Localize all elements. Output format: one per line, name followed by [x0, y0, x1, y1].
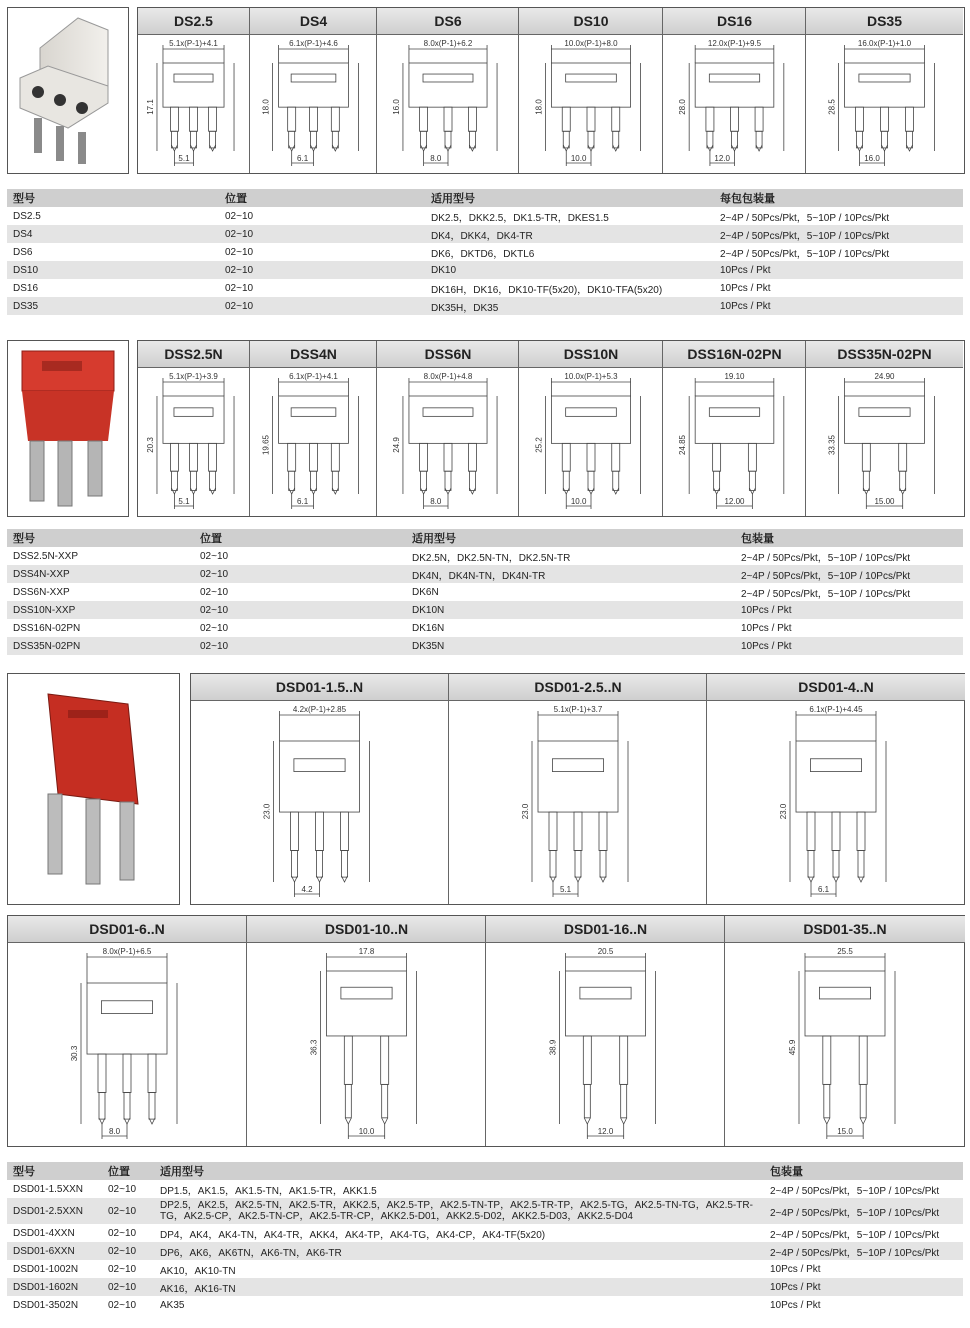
dimension-label: 36.3 [309, 1039, 319, 1056]
dimension-label: 5.1x(P-1)+3.9 [169, 372, 218, 381]
table-row [7, 1180, 963, 1198]
table-cell: 02~10 [200, 586, 229, 598]
table-cell: 02~10 [225, 282, 254, 294]
dimension-label: 10.0 [570, 154, 587, 163]
dimension-label: 5.1 [559, 885, 572, 894]
table-cell: 02~10 [200, 550, 229, 562]
col-header-model: 型号 [7, 529, 194, 547]
dimension-label: 16.0 [864, 154, 880, 163]
table-cell: DK2.5，DKK2.5，DK1.5-TR，DKES1.5 [431, 212, 609, 224]
dimension-label: 5.1 [178, 497, 190, 506]
table-row [7, 1278, 963, 1296]
dimension-label: 17.1 [145, 99, 155, 115]
part-drawing [519, 35, 663, 173]
part-drawing [806, 368, 963, 516]
red-tall-jumper-image [8, 674, 179, 904]
col-header-applicable: 适用型号 [154, 1162, 764, 1180]
col-header-packaging: 每包包装量 [714, 189, 963, 207]
dimension-label: 8.0 [108, 1127, 121, 1136]
table-row [7, 601, 963, 619]
red-jumper-image [8, 341, 128, 516]
table-cell: 10Pcs / Pkt [764, 1278, 963, 1296]
drawing-title: DSD01-4..N [707, 674, 965, 701]
table-cell: 02~10 [194, 601, 406, 619]
table-cell: DK16H，DK16，DK10-TF(5x20)，DK10-TFA(5x20) [431, 284, 663, 296]
drawing-title: DSS6N [377, 341, 519, 368]
dsd-product-photo [7, 673, 180, 905]
table-cell: 02~10 [200, 622, 229, 634]
dimension-label: 28.5 [827, 99, 837, 115]
table-row [7, 637, 963, 655]
dimension-label: 6.1x(P-1)+4.45 [809, 705, 863, 714]
table-cell: DSD01-6XXN [7, 1242, 102, 1260]
table-cell: 02~10 [108, 1299, 137, 1311]
part-drawing [707, 701, 965, 904]
part-drawing [138, 368, 249, 516]
table-cell: DSS35N-02PN [7, 637, 194, 655]
table-row [7, 225, 963, 243]
col-header-position: 位置 [102, 1162, 154, 1180]
drawing-title: DSS4N [250, 341, 377, 368]
dimension-label: 24.85 [678, 434, 688, 456]
drawing-column [448, 674, 707, 904]
drawing-column [138, 341, 249, 516]
drawing-title: DS16 [663, 8, 806, 35]
table-cell: 2~4P / 50Pcs/Pkt，5~10P / 10Pcs/Pkt [770, 1185, 940, 1197]
table-row [7, 1260, 963, 1278]
col-header-position: 位置 [219, 189, 425, 207]
part-drawing [377, 368, 519, 516]
table-cell: DSS6N-XXP [13, 586, 70, 598]
table-row [7, 1224, 963, 1242]
dimension-label: 10.0x(P-1)+5.3 [564, 372, 618, 381]
dss-product-photo [7, 340, 129, 517]
table-cell: 10Pcs / Pkt [735, 601, 963, 619]
table-cell: 02~10 [102, 1242, 154, 1260]
drawing-title: DS35 [806, 8, 963, 35]
table-cell: DSS10N-XXP [7, 601, 194, 619]
table-row [7, 1296, 963, 1314]
table-cell: 02~10 [219, 297, 425, 315]
dimension-label: 4.2x(P-1)+2.85 [292, 705, 347, 714]
dimension-label: 12.0 [714, 154, 730, 163]
dimension-label: 5.1 [178, 154, 190, 163]
part-drawing [191, 701, 448, 904]
table-row [7, 243, 963, 261]
drawing-title: DSD01-10..N [247, 916, 486, 943]
drawing-column [249, 8, 377, 173]
table-cell: DS16 [13, 282, 39, 294]
table-cell: AK35 [160, 1299, 185, 1311]
dimension-label: 8.0x(P-1)+6.5 [102, 947, 152, 956]
dimension-label: 4.2 [301, 885, 313, 894]
drawing-column [724, 916, 965, 1146]
dimension-label: 25.5 [837, 947, 853, 956]
dimension-label: 5.1x(P-1)+4.1 [169, 39, 218, 48]
dimension-label: 8.0x(P-1)+6.2 [423, 39, 473, 48]
part-drawing [250, 35, 377, 173]
table-cell: 02~10 [225, 246, 254, 258]
table-cell: 02~10 [194, 637, 406, 655]
table-cell: AK10，AK10-TN [160, 1265, 236, 1277]
dimension-label: 8.0 [430, 497, 442, 506]
table-cell: 10Pcs / Pkt [770, 1263, 821, 1275]
table-cell: 2~4P / 50Pcs/Pkt，5~10P / 10Pcs/Pkt [764, 1242, 963, 1260]
dimension-label: 20.5 [597, 947, 614, 956]
drawing-title: DSD01-1.5..N [191, 674, 448, 701]
table-cell: DK4N，DK4N-TN，DK4N-TR [406, 565, 735, 583]
dimension-label: 18.0 [261, 99, 271, 115]
dimension-label: 19.10 [724, 372, 745, 381]
dimension-label: 45.9 [788, 1039, 797, 1056]
table-cell: 10Pcs / Pkt [770, 1299, 821, 1311]
table-cell: DK6N [412, 586, 439, 598]
table-cell: 2~4P / 50Pcs/Pkt，5~10P / 10Pcs/Pkt [720, 248, 890, 260]
drawing-column [485, 916, 725, 1146]
dsd-spec-table [7, 1162, 963, 1314]
dimension-label: 10.0x(P-1)+8.0 [564, 39, 618, 48]
table-cell: DS6 [13, 246, 33, 258]
drawing-column [138, 8, 249, 173]
drawing-title: DS10 [519, 8, 663, 35]
drawing-column [706, 674, 965, 904]
drawing-column [518, 341, 663, 516]
table-cell: DK10N [406, 601, 735, 619]
dimension-label: 12.0 [597, 1127, 614, 1136]
drawing-title: DSD01-2.5..N [449, 674, 707, 701]
dimension-label: 6.1 [297, 154, 309, 163]
dimension-label: 6.1x(P-1)+4.6 [289, 39, 338, 48]
dimension-label: 15.00 [874, 497, 895, 506]
table-cell: DS10 [7, 261, 219, 279]
dimension-label: 23.0 [262, 803, 272, 820]
dimension-label: 16.0x(P-1)+1.0 [857, 39, 912, 48]
table-cell: 2~4P / 50Pcs/Pkt，5~10P / 10Pcs/Pkt [720, 212, 890, 224]
table-cell: AK16，AK16-TN [154, 1278, 764, 1296]
dss-spec-table [7, 529, 963, 655]
table-row [7, 1242, 963, 1260]
table-cell: 10Pcs / Pkt [714, 261, 963, 279]
dimension-label: 23.0 [779, 803, 788, 820]
ds-spec-table [7, 189, 963, 315]
table-cell: 2~4P / 50Pcs/Pkt，5~10P / 10Pcs/Pkt [735, 565, 963, 583]
col-header-packaging: 包装量 [764, 1162, 963, 1180]
dimension-label: 30.3 [70, 1045, 79, 1062]
col-header-applicable: 适用型号 [406, 529, 735, 547]
dimension-label: 17.8 [358, 947, 375, 956]
part-drawing [377, 35, 519, 173]
table-cell: DSD01-1602N [7, 1278, 102, 1296]
table-cell: DK2.5N，DK2.5N-TN，DK2.5N-TR [412, 552, 571, 564]
table-row [7, 565, 963, 583]
drawing-column [662, 8, 806, 173]
drawing-title: DS4 [250, 8, 377, 35]
dimension-label: 6.1x(P-1)+4.1 [289, 372, 338, 381]
dimension-label: 24.90 [874, 372, 895, 381]
dimension-label: 33.35 [827, 434, 837, 456]
drawing-title: DSD01-6..N [8, 916, 246, 943]
dimension-label: 8.0x(P-1)+4.8 [423, 372, 473, 381]
table-cell: 02~10 [194, 565, 406, 583]
table-cell: 02~10 [102, 1198, 154, 1224]
col-header-applicable: 适用型号 [425, 189, 714, 207]
table-cell: 02~10 [225, 210, 254, 222]
table-cell: DSD01-1002N [13, 1263, 79, 1275]
dimension-label: 8.0 [430, 154, 442, 163]
dsd-top-drawings-panel [190, 673, 965, 905]
col-header-packaging: 包装量 [735, 529, 963, 547]
table-cell: 10Pcs / Pkt [741, 622, 792, 634]
drawing-title: DSD01-16..N [486, 916, 725, 943]
table-cell: DSD01-1.5XXN [13, 1183, 84, 1195]
table-cell: DP6，AK6，AK6TN，AK6-TN，AK6-TR [154, 1242, 764, 1260]
part-drawing [247, 943, 486, 1146]
table-cell: 2~4P / 50Pcs/Pkt，5~10P / 10Pcs/Pkt [764, 1198, 963, 1224]
drawing-column [191, 674, 448, 904]
part-drawing [725, 943, 965, 1146]
table-cell: 2~4P / 50Pcs/Pkt，5~10P / 10Pcs/Pkt [714, 225, 963, 243]
dimension-label: 15.0 [837, 1127, 853, 1136]
dsd-bottom-drawings-panel [7, 915, 965, 1147]
dimension-label: 25.2 [534, 437, 544, 453]
table-cell: DP1.5，AK1.5，AK1.5-TN，AK1.5-TR，AKK1.5 [160, 1185, 377, 1197]
table-cell: DSD01-2.5XXN [7, 1198, 102, 1224]
dimension-label: 6.1 [297, 497, 309, 506]
drawing-title: DSS35N-02PN [806, 341, 963, 368]
table-cell: DP2.5，AK2.5，AK2.5-TN，AK2.5-TR，AKK2.5，AK2.5-TP，AK2.5-TN-TP，AK2.5-TR-TP，AK2.5-TG，AK2.5-TN-TG，AK2.5-TR-TG，AK2.5-CP，AK2.5-TN-CP，AK2.5-TR-CP，AKK2.5-D01，AKK2.5-D02，AKK2.5-D03，AKK2.5-D04 [154, 1198, 764, 1224]
drawing-column [518, 8, 663, 173]
table-cell: DK6，DKTD6，DKTL6 [431, 248, 535, 260]
table-cell: DSD01-4XXN [13, 1227, 75, 1239]
table-cell: 2~4P / 50Pcs/Pkt，5~10P / 10Pcs/Pkt [741, 552, 911, 564]
dimension-label: 23.0 [521, 803, 530, 820]
dimension-label: 10.0 [570, 497, 587, 506]
table-cell: DSS2.5N-XXP [13, 550, 79, 562]
table-row [7, 261, 963, 279]
table-row [7, 1198, 963, 1224]
table-cell: 02~10 [108, 1263, 137, 1275]
table-cell: DK10 [425, 261, 714, 279]
ds-product-photo [7, 7, 129, 174]
part-drawing [806, 35, 963, 173]
ds-drawings-panel [137, 7, 965, 174]
table-cell: 2~4P / 50Pcs/Pkt，5~10P / 10Pcs/Pkt [741, 588, 911, 600]
dimension-label: 24.9 [391, 437, 401, 453]
drawing-column [376, 341, 519, 516]
table-cell: 10Pcs / Pkt [720, 282, 771, 294]
part-drawing [519, 368, 663, 516]
col-header-model: 型号 [7, 189, 219, 207]
drawing-column [376, 8, 519, 173]
table-cell: 02~10 [102, 1278, 154, 1296]
dimension-label: 16.0 [391, 99, 401, 115]
drawing-column [662, 341, 806, 516]
part-drawing [8, 943, 246, 1146]
col-header-model: 型号 [7, 1162, 102, 1180]
dimension-label: 12.00 [724, 497, 745, 506]
dimension-label: 10.0 [358, 1127, 375, 1136]
table-cell: DSD01-3502N [13, 1299, 79, 1311]
drawing-title: DS2.5 [138, 8, 249, 35]
table-cell: DP4，AK4，AK4-TN，AK4-TR，AKK4，AK4-TP，AK4-TG，AK4-CP，AK4-TF(5x20) [160, 1229, 546, 1241]
col-header-position: 位置 [194, 529, 406, 547]
table-cell: 02~10 [108, 1183, 137, 1195]
drawing-title: DSD01-35..N [725, 916, 965, 943]
dimension-label: 5.1x(P-1)+3.7 [553, 705, 603, 714]
part-drawing [486, 943, 725, 1146]
table-row [7, 547, 963, 565]
drawing-column [8, 916, 246, 1146]
dimension-label: 19.65 [261, 434, 271, 456]
table-cell: 02~10 [219, 261, 425, 279]
part-drawing [138, 35, 249, 173]
table-cell: 02~10 [219, 225, 425, 243]
table-row [7, 279, 963, 297]
table-cell: 10Pcs / Pkt [714, 297, 963, 315]
table-cell: DS2.5 [13, 210, 41, 222]
table-cell: DS4 [7, 225, 219, 243]
table-cell: 2~4P / 50Pcs/Pkt，5~10P / 10Pcs/Pkt [770, 1229, 940, 1241]
dimension-label: 12.0x(P-1)+9.5 [707, 39, 762, 48]
table-row [7, 583, 963, 601]
table-cell: DSS16N-02PN [13, 622, 81, 634]
drawing-column [246, 916, 486, 1146]
part-drawing [449, 701, 707, 904]
dimension-label: 6.1 [817, 885, 830, 894]
drawing-column [805, 8, 963, 173]
table-cell: DK35H，DK35 [425, 297, 714, 315]
table-row [7, 619, 963, 637]
drawing-title: DSS10N [519, 341, 663, 368]
table-row [7, 207, 963, 225]
part-drawing [663, 368, 806, 516]
dss-drawings-panel [137, 340, 965, 517]
drawing-column [805, 341, 963, 516]
table-cell: DSS4N-XXP [7, 565, 194, 583]
drawing-title: DSS2.5N [138, 341, 249, 368]
drawing-column [249, 341, 377, 516]
dimension-label: 28.0 [678, 99, 688, 115]
drawing-title: DSS16N-02PN [663, 341, 806, 368]
drawing-title: DS6 [377, 8, 519, 35]
table-cell: DK35N [406, 637, 735, 655]
grey-jumper-image [8, 8, 128, 173]
table-cell: DK16N [412, 622, 445, 634]
table-row [7, 297, 963, 315]
dimension-label: 38.9 [548, 1039, 558, 1056]
part-drawing [250, 368, 377, 516]
part-drawing [663, 35, 806, 173]
dimension-label: 20.3 [145, 437, 155, 453]
table-cell: 10Pcs / Pkt [735, 637, 963, 655]
table-cell: 02~10 [108, 1227, 137, 1239]
table-cell: DS35 [7, 297, 219, 315]
dimension-label: 18.0 [534, 99, 544, 115]
table-cell: DK4，DKK4，DK4-TR [425, 225, 714, 243]
